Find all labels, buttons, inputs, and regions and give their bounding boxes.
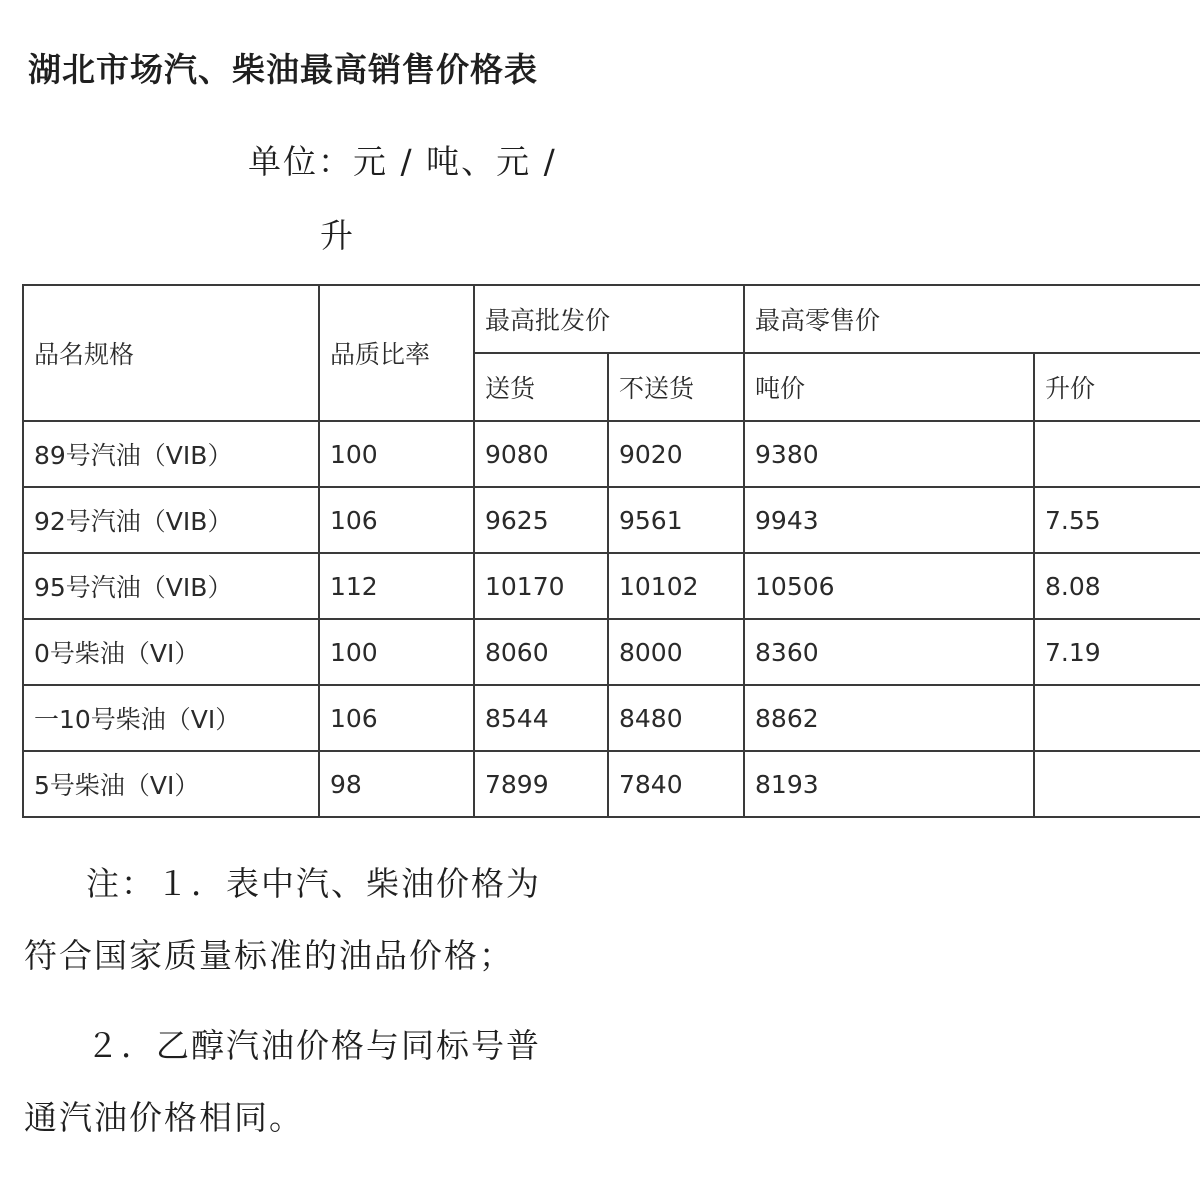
header-liter-price: 升价 [1034, 353, 1200, 421]
cell-no-delivery: 8480 [608, 685, 744, 751]
header-ton-price: 吨价 [744, 353, 1034, 421]
cell-liter-price [1034, 685, 1200, 751]
header-quality: 品质比率 [319, 285, 474, 421]
cell-name: 一10号柴油（VI） [23, 685, 319, 751]
table-row [23, 487, 1200, 553]
table-row [23, 685, 1200, 751]
cell-delivery: 9625 [474, 487, 608, 553]
cell-delivery: 9080 [474, 421, 608, 487]
table-row [23, 421, 1200, 487]
cell-liter-price [1034, 751, 1200, 817]
cell-no-delivery: 9020 [608, 421, 744, 487]
header-no-delivery: 不送货 [608, 353, 744, 421]
cell-quality: 112 [319, 553, 474, 619]
header-name: 品名规格 [23, 285, 319, 421]
note-2-line-1: ２．乙醇汽油价格与同标号普 [86, 1026, 541, 1065]
cell-name: 95号汽油（VIB） [23, 553, 319, 619]
note-1-line-2: 符合国家质量标准的油品价格； [24, 936, 514, 975]
cell-name: 5号柴油（VI） [23, 751, 319, 817]
cell-quality: 106 [319, 685, 474, 751]
table-row [23, 619, 1200, 685]
page-title: 湖北市场汽、柴油最高销售价格表 [28, 50, 538, 89]
cell-liter-price: 7.55 [1034, 487, 1200, 553]
cell-no-delivery: 8000 [608, 619, 744, 685]
cell-liter-price: 7.19 [1034, 619, 1200, 685]
cell-liter-price: 8.08 [1034, 553, 1200, 619]
cell-no-delivery: 10102 [608, 553, 744, 619]
header-retail: 最高零售价 [744, 285, 1200, 353]
header-wholesale: 最高批发价 [474, 285, 744, 353]
cell-delivery: 8544 [474, 685, 608, 751]
cell-liter-price [1034, 421, 1200, 487]
note-1-line-1: 注：１．表中汽、柴油价格为 [86, 864, 541, 903]
table-row [23, 553, 1200, 619]
cell-name: 0号柴油（VI） [23, 619, 319, 685]
cell-ton-price: 8193 [744, 751, 1034, 817]
cell-no-delivery: 7840 [608, 751, 744, 817]
cell-quality: 100 [319, 619, 474, 685]
table-row [23, 751, 1200, 817]
cell-delivery: 10170 [474, 553, 608, 619]
table-header-row [23, 285, 1200, 353]
cell-ton-price: 9380 [744, 421, 1034, 487]
price-table [22, 284, 1200, 818]
cell-ton-price: 9943 [744, 487, 1034, 553]
cell-name: 89号汽油（VIB） [23, 421, 319, 487]
cell-ton-price: 8360 [744, 619, 1034, 685]
unit-label: 单位：元 / 吨、元 / [248, 142, 557, 181]
note-2-line-2: 通汽油价格相同。 [24, 1098, 304, 1137]
cell-quality: 98 [319, 751, 474, 817]
cell-delivery: 7899 [474, 751, 608, 817]
header-delivery: 送货 [474, 353, 608, 421]
cell-no-delivery: 9561 [608, 487, 744, 553]
cell-quality: 100 [319, 421, 474, 487]
cell-ton-price: 8862 [744, 685, 1034, 751]
cell-quality: 106 [319, 487, 474, 553]
cell-name: 92号汽油（VIB） [23, 487, 319, 553]
unit-label-continued: 升 [320, 216, 353, 255]
cell-delivery: 8060 [474, 619, 608, 685]
cell-ton-price: 10506 [744, 553, 1034, 619]
